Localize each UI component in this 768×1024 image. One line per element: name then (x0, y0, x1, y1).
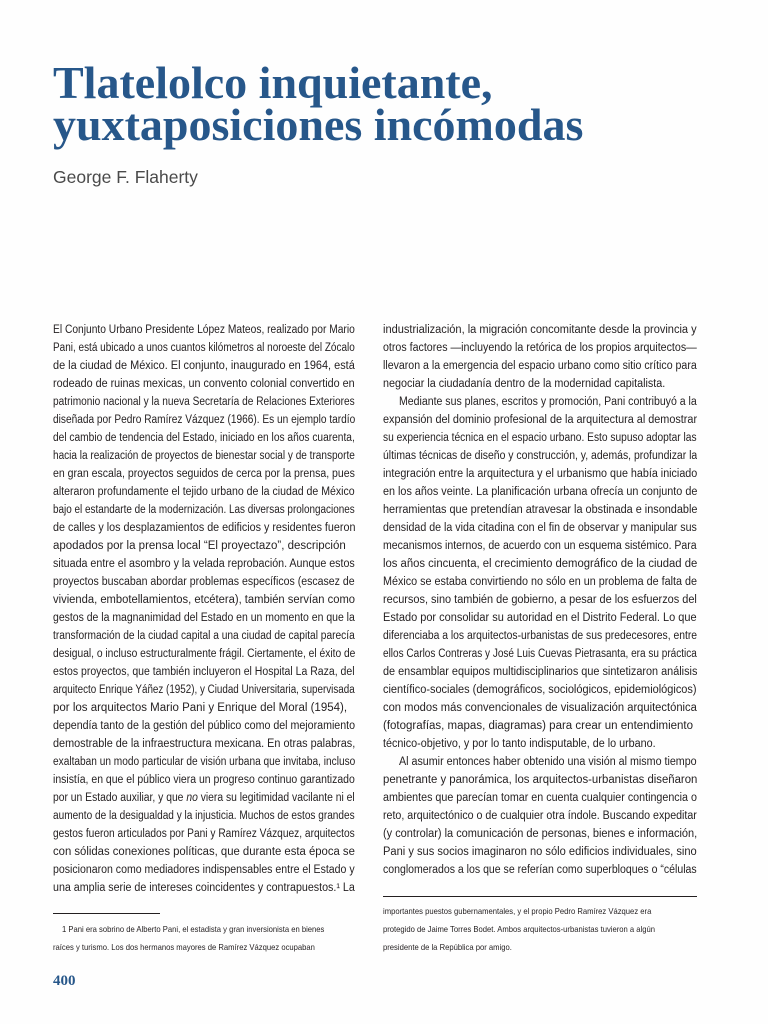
body-line (383, 663, 697, 681)
emphasis-text: no (186, 792, 198, 804)
body-line (53, 753, 355, 771)
footnote-rule (53, 913, 160, 914)
footnote-line-text: 1 Pani era sobrino de Alberto Pani, el estadista y gran inversionista en bienes (62, 924, 325, 934)
body-line-text: su experiencia técnica en el espacio urbano. Esto supuso adoptar las (383, 432, 697, 444)
body-line-text: mecanismos internos, de acuerdo con un esquema sistémico. Para (383, 540, 697, 552)
body-line (53, 537, 355, 555)
body-line (383, 717, 697, 735)
body-line-text: (y controlar) la comunicación de personas, bienes e información, (383, 828, 697, 840)
body-line (53, 483, 355, 501)
body-line (383, 393, 697, 411)
body-line (53, 555, 355, 573)
body-line-text: otros factores —incluyendo la retórica de los propios arquitectos— (383, 342, 697, 354)
body-line (383, 789, 697, 807)
body-line-text: en los años veinte. La planificación urbana ofrecía un conjunto de (383, 486, 697, 498)
body-line-text: una amplia serie de intereses coincidentes y contrapuestos.¹ La (53, 882, 355, 894)
body-line (383, 429, 697, 447)
body-line (53, 645, 355, 663)
body-line-text: exaltaban un modo particular de visión urbana que invitaba, incluso (53, 756, 355, 768)
body-line (383, 681, 697, 699)
body-line (383, 483, 697, 501)
body-line-text: herramientas que pretendían atravesar la obstinada e insondable (383, 504, 697, 516)
body-line (53, 393, 355, 411)
body-line (383, 771, 697, 789)
body-line-text: Pani y sus socios imaginaron no sólo edificios individuales, sino (383, 846, 697, 858)
footnote-rule (383, 896, 697, 897)
body-line-text: vivienda, embotellamientos, etcétera), también servían como (53, 594, 355, 606)
body-line (383, 321, 697, 339)
body-line-text: reto, arquitectónico o de cualquier otra índole. Buscando expeditar (383, 810, 697, 822)
body-line-text: Al asumir entonces haber obtenido una visión al mismo tiempo (399, 756, 697, 768)
body-line (53, 735, 355, 753)
body-line (53, 681, 355, 699)
body-line-text: aumento de la desigualdad y la injusticia. Muchos de estos grandes (53, 810, 355, 822)
body-line-text: científico-sociales (demográficos, sociológicos, epidemiológicos) (383, 684, 697, 696)
body-line-text: del cambio de tendencia del Estado, iniciado en los años cuarenta, (53, 432, 355, 444)
body-line-text: llevaron a la emergencia del espacio urbano como sitio crítico para (383, 360, 697, 372)
left-column (53, 321, 355, 897)
body-line-text: Pani, está ubicado a unos cuantos kilómetros al noroeste del Zócalo (53, 342, 355, 354)
body-line-text: ambientes que parecían tomar en cuenta cualquier contingencia o (383, 792, 697, 804)
body-line (53, 771, 355, 789)
body-line-text: de la ciudad de México. El conjunto, inaugurado en 1964, está (53, 360, 355, 372)
right-column (383, 321, 697, 879)
body-line-text: hacia la realización de proyectos de bienestar social y de transporte (53, 450, 355, 462)
body-line-text: gestos fueron articulados por Pani y Ramírez Vázquez, arquitectos (53, 828, 355, 840)
body-line (383, 447, 697, 465)
body-line (383, 375, 697, 393)
body-line-text: de ensamblar equipos multidisciplinarios que sintetizaron análisis (383, 666, 697, 678)
body-line (53, 627, 355, 645)
body-line (383, 825, 697, 843)
body-line (53, 339, 355, 357)
body-line-text: desigual, o incluso estructuralmente frágil. Ciertamente, el éxito de (53, 648, 355, 660)
footnote-right (383, 902, 697, 956)
body-line (383, 735, 697, 753)
footnote-line-text: raíces y turismo. Los dos hermanos mayores de Ramírez Vázquez ocupaban (53, 942, 315, 952)
footnote-line (53, 920, 355, 938)
body-line (53, 375, 355, 393)
footnote-line (383, 902, 697, 920)
body-line-text: bajo el estandarte de la modernización. Las diversas prolongaciones (53, 504, 355, 516)
body-line (383, 861, 697, 879)
body-line (383, 627, 697, 645)
body-line-text: demostrable de la infraestructura mexicana. En otras palabras, (53, 738, 355, 750)
body-line-text: diseñada por Pedro Ramírez Vázquez (1966). Es un ejemplo tardío (53, 414, 355, 426)
body-line-text: ellos Carlos Contreras y José Luis Cuevas Pietrasanta, era su práctica (383, 648, 697, 660)
body-line (383, 411, 697, 429)
body-line-text: situada entre el asombro y la velada reprobación. Aunque estos (53, 558, 355, 570)
body-line-text (53, 789, 355, 807)
footnote-line (383, 938, 697, 956)
body-line-text: expansión del dominio profesional de la arquitectura al demostrar (383, 414, 697, 426)
body-line-text: conglomerados a los que se referían como superbloques o “células (383, 864, 697, 876)
body-line-text: en gran escala, proyectos seguidos de cerca por la prensa, pues (53, 468, 355, 480)
body-line-text: alteraron profundamente el tejido urbano de la ciudad de México (53, 486, 355, 498)
footnote-line-text: protegido de Jaime Torres Bodet. Ambos arquitectos-urbanistas tuvieron a algún (383, 924, 656, 934)
body-line-text: diferenciaba a los arquitectos-urbanistas de sus predecesores, entre (383, 630, 697, 642)
body-line (53, 447, 355, 465)
body-line-text: densidad de la vida citadina con el fin de observar y manipular sus (383, 522, 697, 534)
body-line-text: apodados por la prensa local “El proyectazo”, descripción (53, 540, 346, 552)
body-line (53, 465, 355, 483)
body-line-text: proyectos buscaban abordar problemas específicos (escasez de (53, 576, 355, 588)
body-line (53, 411, 355, 429)
body-line-text: gestos de la magnanimidad del Estado en un momento en que la (53, 612, 355, 624)
body-line (53, 807, 355, 825)
body-line (383, 465, 697, 483)
article-title (53, 57, 584, 150)
body-line (383, 519, 697, 537)
body-line-text: estos proyectos, que también incluyeron el Hospital La Raza, del (53, 666, 355, 678)
body-line-text: posicionaron como mediadores indispensables entre el Estado y (53, 864, 355, 876)
body-line (53, 501, 355, 519)
body-line-text: industrialización, la migración concomitante desde la provincia y (383, 324, 697, 336)
body-line (383, 537, 697, 555)
body-line (383, 501, 697, 519)
body-line-text: El Conjunto Urbano Presidente López Mateos, realizado por Mario (53, 324, 355, 336)
footnote-line-text: importantes puestos gubernamentales, y el propio Pedro Ramírez Vázquez era (383, 906, 652, 916)
body-line (53, 519, 355, 537)
body-line (53, 591, 355, 609)
body-line (53, 429, 355, 447)
footnote-left (53, 920, 355, 956)
body-text-segment: por un Estado auxiliar, y que (53, 792, 187, 804)
body-line-text: México se estaba convirtiendo no sólo en un problema de falta de (383, 576, 697, 588)
body-line-text: recursos, sino también de gobierno, a pesar de los esfuerzos del (383, 594, 697, 606)
body-line (53, 843, 355, 861)
body-line-text: técnico-objetivo, y por lo tanto indisputable, de lo urbano. (383, 738, 656, 750)
body-line-text: arquitecto Enrique Yáñez (1952), y Ciudad Universitaria, supervisada (53, 684, 355, 696)
body-line (53, 825, 355, 843)
body-line (383, 339, 697, 357)
body-line (53, 609, 355, 627)
body-line (53, 717, 355, 735)
body-line (383, 609, 697, 627)
body-line-text: Estado por consolidar su autoridad en el Distrito Federal. Lo que (383, 612, 697, 624)
footnote-line (383, 920, 697, 938)
author-name: George F. Flaherty (53, 167, 198, 187)
body-line-text: por los arquitectos Mario Pani y Enrique del Moral (1954), (53, 702, 348, 714)
footnote-line (53, 938, 355, 956)
body-line-text: penetrante y panorámica, los arquitectos-urbanistas diseñaron (383, 774, 697, 786)
body-line (53, 861, 355, 879)
body-line-text: los años cincuenta, el crecimiento demográfico de la ciudad de (383, 558, 697, 570)
body-line-text: dependía tanto de la gestión del público como del mejoramiento (53, 720, 355, 732)
body-line-text: (fotografías, mapas, diagramas) para crear un entendimiento (383, 720, 694, 732)
body-line-text: últimas técnicas de diseño y construcción, y, además, profundizar la (383, 450, 697, 462)
body-line-text: integración entre la arquitectura y el urbanismo que había iniciado (383, 468, 697, 480)
body-line (383, 843, 697, 861)
body-line (53, 573, 355, 591)
footnote-line-text: presidente de la República por amigo. (383, 942, 512, 952)
body-line (53, 789, 355, 807)
body-line (53, 357, 355, 375)
body-line (383, 645, 697, 663)
page-number: 400 (53, 973, 76, 989)
body-line-text: Mediante sus planes, escritos y promoción, Pani contribuyó a la (399, 396, 697, 408)
body-line (53, 663, 355, 681)
body-line (383, 357, 697, 375)
body-line (383, 573, 697, 591)
body-line (383, 753, 697, 771)
body-line (53, 699, 355, 717)
body-line-text: transformación de la ciudad capital a una ciudad de capital parecía (53, 630, 355, 642)
body-line-text: patrimonio nacional y la nueva Secretaría de Relaciones Exteriores (53, 396, 355, 408)
body-line (383, 807, 697, 825)
body-line (53, 321, 355, 339)
body-line (53, 879, 355, 897)
body-line (383, 591, 697, 609)
body-line-text: insistía, en que el público viera un progreso continuo garantizado (53, 774, 355, 786)
body-line (383, 699, 697, 717)
body-text-segment: viera su legitimidad vacilante ni el (197, 792, 355, 804)
body-line-text: de calles y los desplazamientos de edificios y residentes fueron (53, 522, 355, 534)
body-line-text: rodeado de ruinas mexicas, un convento colonial convertido en (53, 378, 355, 390)
body-line-text: con sólidas conexiones políticas, que durante esta época se (53, 846, 355, 858)
body-line-text: negociar la ciudadanía dentro de la modernidad capitalista. (383, 378, 666, 390)
body-line (383, 555, 697, 573)
article-title-line: Tlatelolco inquietante, (53, 57, 493, 108)
body-line-text: con modos más convencionales de visualización arquitectónica (383, 702, 697, 714)
article-title-line: yuxtaposiciones incómodas (53, 99, 584, 150)
